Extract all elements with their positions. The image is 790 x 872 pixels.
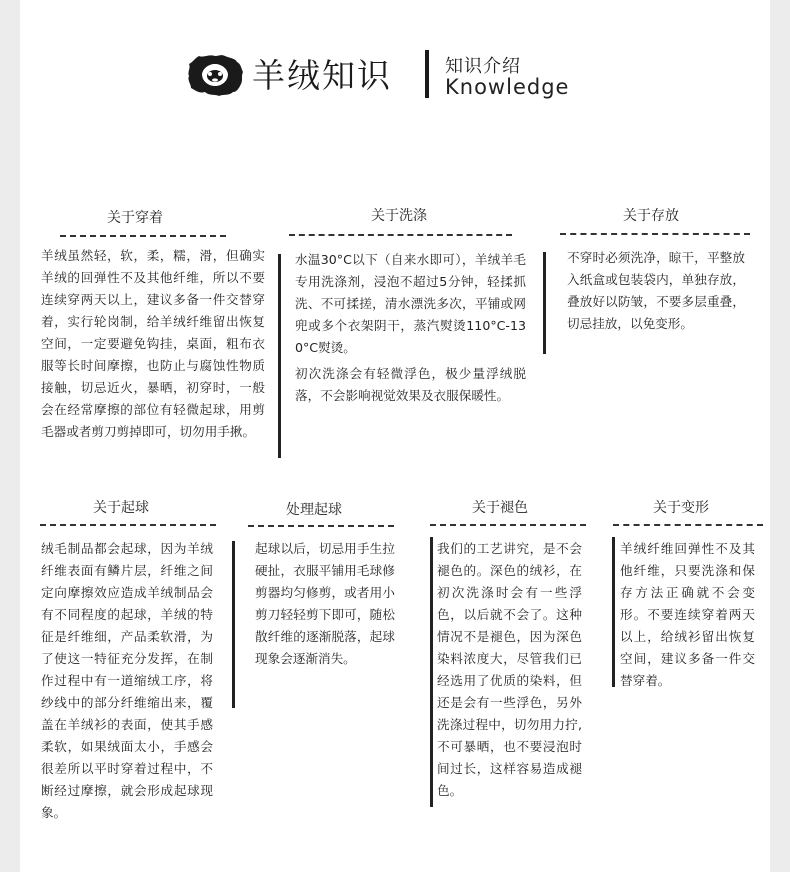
page-title: 羊绒知识 [252,56,392,95]
section-title-wear: 关于穿着 [107,210,163,226]
section-vline-fading [430,537,433,807]
section-title-wash: 关于洗涤 [371,208,427,224]
section-text-handle-pilling: 起球以后，切忌用手生拉硬扯，衣服平铺用毛球修剪器均匀修剪，或者用小剪刀轻轻剪下即可，随松散纤维的逐渐脱落，起球现象会逐渐消失。 [255,541,395,666]
section-text-wear: 羊绒虽然轻，软，柔，糯，滑，但确实羊绒的回弹性不及其他纤维，所以不要连续穿两天以上，建议多备一件交替穿着，实行轮岗制，给羊绒纤维留出恢复空间，一定要避免钩挂，桌面，粗布衣服等长时间摩擦，也防止与腐蚀性物质接触，切忌近火，暴晒，初穿时，一般会在经常摩擦的部位有轻微起球，用剪毛器或者剪刀剪掉即可，切勿用手揪。 [41,248,265,439]
section-title-deform: 关于变形 [653,500,709,516]
section-vline-storage [543,252,546,354]
section-divider-fading [430,524,586,526]
title-divider [425,50,429,98]
section-divider-deform [613,524,763,526]
section-text-pilling: 绒毛制品都会起球，因为羊绒纤维表面有鳞片层，纤维之间定向摩擦效应造成羊绒制品会有不同程度的起球，羊绒的特征是纤维细，产品柔软滑，为了使这一特征充分发挥，在制作过程中有一道缩绒工序，将纱线中的部分纤维缩出来，覆盖在羊绒衫的表面，使其手感柔软，如果绒面太小，手感会很差所以平时穿着过程中，不断经过摩擦，就会形成起球现象。 [41,541,213,820]
section-vline-deform [612,537,615,687]
section-divider-storage [560,233,750,235]
section-vline-handle [232,541,235,708]
section-text-fading: 我们的工艺讲究，是不会褪色的。深色的绒衫，在初次洗涤时会有一些浮色，以后就不会了。这种情况不是褪色，因为深色染料浓度大，尽管我们已经选用了优质的染料，但还是会有一些浮色，另外洗涤过程中，切勿用力拧,不可暴晒，也不要浸泡时间过长，这样容易造成褪色。 [437,541,582,798]
section-text-deform: 羊绒纤维回弹性不及其他纤维，只要洗涤和保存方法正确就不会变形。不要连续穿着两天以上，给绒衫留出恢复空间，建议多备一件交替穿着。 [620,541,755,688]
section-title-storage: 关于存放 [623,208,679,224]
section-text-storage: 不穿时必须洗净，晾干，平整放入纸盒或包装袋内，单独存放，叠放好以防皱，不要多层重叠，切忌挂放，以免变形。 [567,250,745,331]
section-divider-wear [60,235,226,237]
section-title-fading: 关于褪色 [472,500,528,516]
section-divider-handle-pilling [248,525,394,527]
section-vline-wash [278,254,281,458]
wash-paragraph-1: 水温30°C以下（自来水即可），羊绒羊毛专用洗涤剂，浸泡不超过5分钟，轻揉抓洗、不可揉搓，清水漂洗多次，平铺或网兜或多个衣架阴干，蒸汽熨烫110°C-130°C熨烫。 [295,252,526,355]
wash-paragraph-2: 初次洗涤会有轻微浮色，极少量浮绒脱落，不会影响视觉效果及衣服保暖性。 [295,366,526,403]
subtitle-en: Knowledge [445,75,570,99]
sheep-logo-icon [185,52,245,98]
section-text-wash [295,249,526,407]
section-title-pilling: 关于起球 [93,500,149,516]
section-title-handle-pilling: 处理起球 [286,502,342,518]
page [20,0,770,872]
subtitle-cn: 知识介绍 [445,56,521,77]
section-divider-pilling [40,524,216,526]
section-divider-wash [289,234,512,236]
